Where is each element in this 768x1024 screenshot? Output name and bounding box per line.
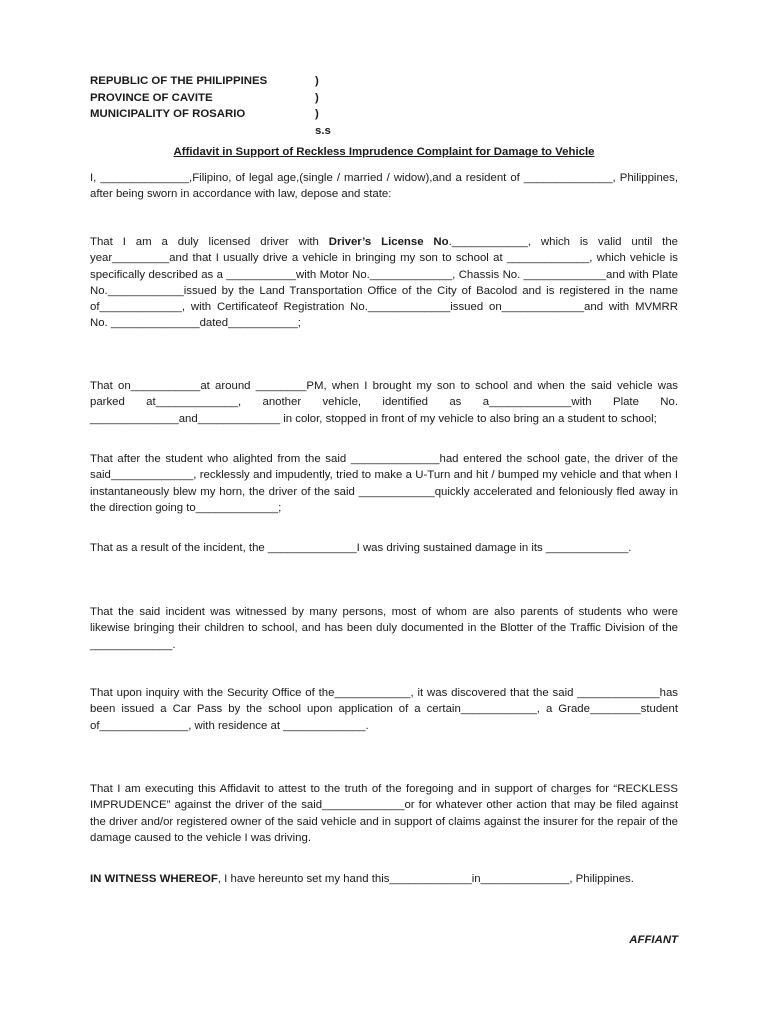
caption-line-province [90, 90, 319, 107]
paragraph-text: .____________, which is valid until the year_________and that I usually drive a vehicle in bringing my son to school at _____________, which vehicle is specifically described as a ___________with Motor No._____________, Chassis No. _____________and with Plate No.____________issued by the Land Transportation Office of the City of Bacolod and is registered in the name of_____________, with Certificateof Registration No._____________issued on_____________and with MVMRR No. ______________dated___________; [90, 236, 678, 330]
paragraph-text: , I have hereunto set my hand this_____________in______________, Philippines. [217, 873, 634, 885]
caption-paren: ) s.s [315, 108, 331, 137]
caption-paren: ) [315, 75, 319, 87]
paragraph-damage: That as a result of the incident, the ______________I was driving sustained damage in its _____________. [90, 542, 632, 554]
affiant-signature-label: AFFIANT [629, 934, 678, 946]
paragraph-security-office: That upon inquiry with the Security Office of the____________, it was discovered that the said _____________has been issued a Car Pass by the school upon application of a certain____________, a Grade________student of______________, with residence at _____________. [90, 687, 678, 732]
document-title: Affidavit in Support of Reckless Imprudence Complaint for Damage to Vehicle [173, 146, 595, 158]
paragraph-license [90, 234, 678, 332]
caption-paren: ) [315, 92, 319, 104]
paragraph-bold-text: Driver’s License No [328, 236, 449, 248]
caption-line-municipality [90, 106, 331, 137]
paragraph-text: That I am a duly licensed driver with [90, 236, 329, 248]
paragraph-witness-whereof [90, 871, 678, 887]
paragraph-intro: I, ______________,Filipino, of legal age,(single / married / widow),and a resident of ______________, Philippines, after being sworn in accordance with law, depose and state: [90, 172, 678, 201]
caption-line-republic [90, 73, 319, 90]
caption-label: PROVINCE OF CAVITE [90, 92, 213, 104]
paragraph-hit-and-run: That after the student who alighted from the said ______________had entered the school gate, the driver of the said_____________, recklessly and impudently, tried to make a U-Turn and hit / bumped my vehicle and that when I instantaneously blew my horn, the driver of the said ____________quickly accelerated and feloniously fled away in the direction going to_____________; [90, 453, 678, 514]
paragraph-bold-text: IN WITNESS WHEREOF [90, 873, 218, 885]
caption-label: REPUBLIC OF THE PHILIPPINES [90, 75, 268, 87]
paragraph-witnesses: That the said incident was witnessed by many persons, most of whom are also parents of students who were likewise bringing their children to school, and has been duly documented in the Blotter of the Traffic Division of the _____________. [90, 606, 678, 651]
paragraph-purpose: That I am executing this Affidavit to attest to the truth of the foregoing and in support of charges for “RECKLESS IMPRUDENCE” against the driver of the said_____________or for whatever other action that may be filed against the driver and/or registered owner of the said vehicle and in support of claims against the insurer for the repair of the damage caused to the vehicle I was driving. [90, 783, 678, 844]
caption-label: MUNICIPALITY OF ROSARIO [90, 108, 246, 120]
paragraph-incident: That on___________at around ________PM, when I brought my son to school and when the said vehicle was parked at_____________, another vehicle, identified as a_____________with Plate No. ______________and_____________ in color, stopped in front of my vehicle to also bring an a student to school; [90, 380, 678, 425]
